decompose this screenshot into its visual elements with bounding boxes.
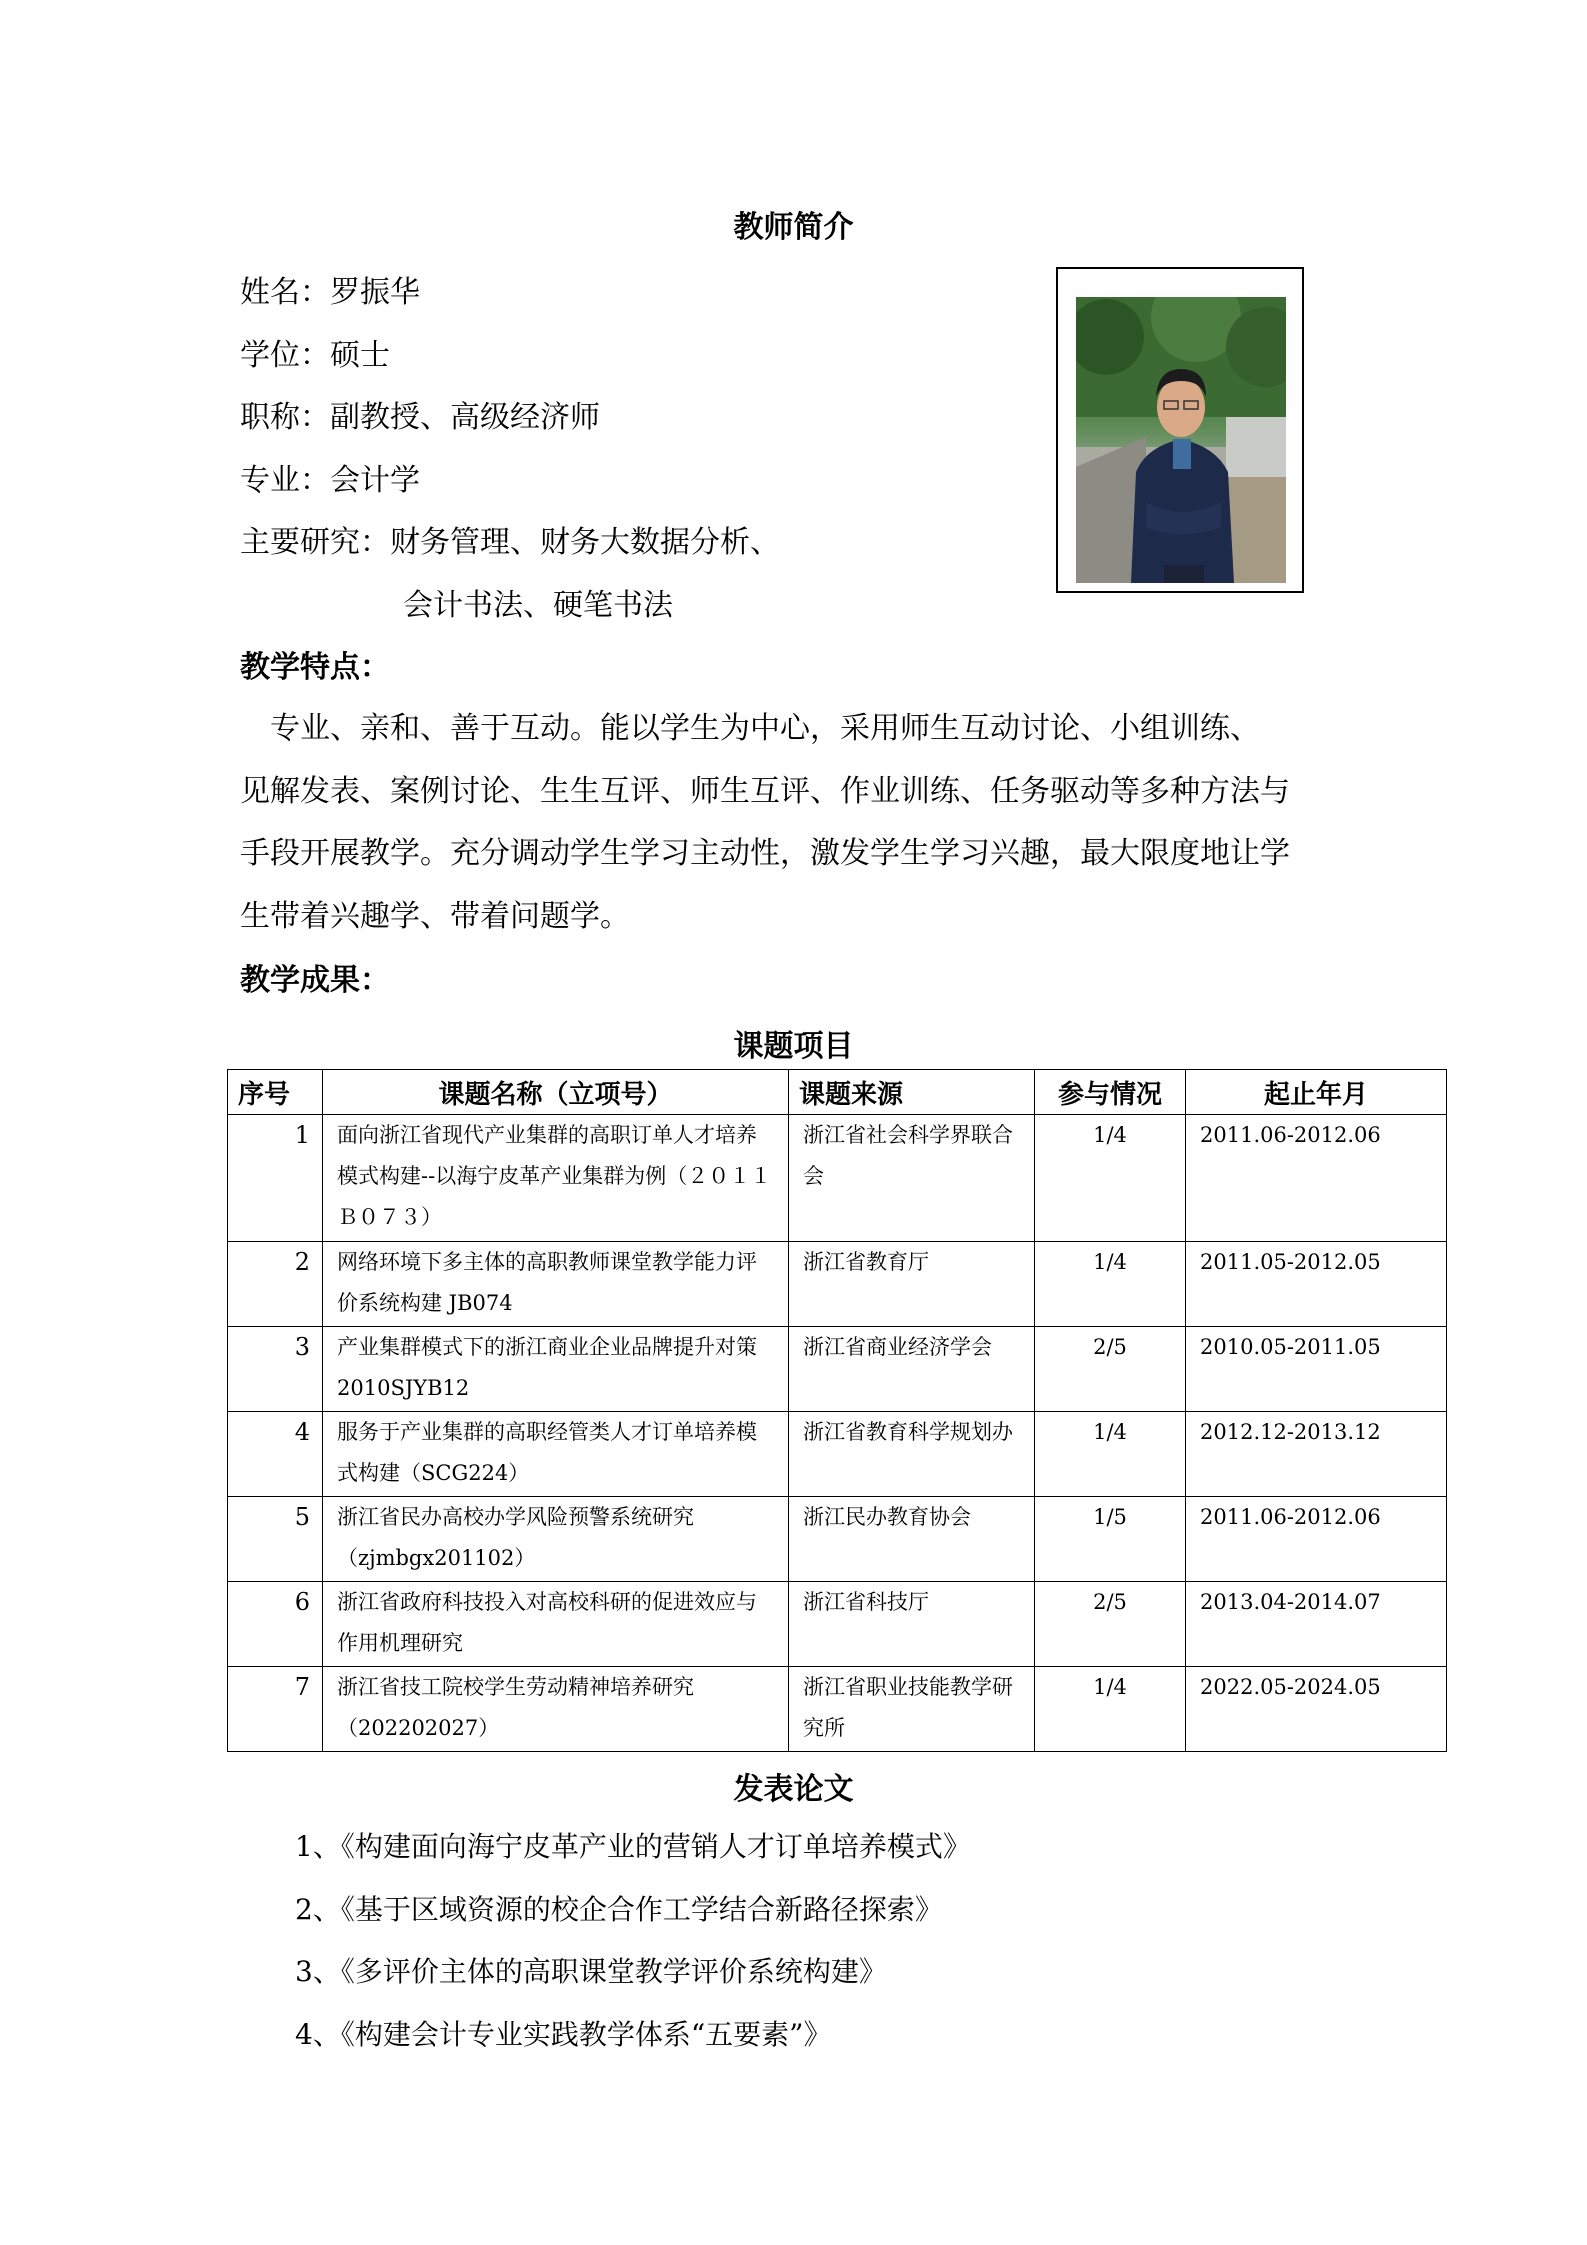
row-source: 浙江省商业经济学会 xyxy=(789,1327,1035,1412)
column-header-source: 课题来源 xyxy=(789,1070,1035,1115)
row-project-name: 网络环境下多主体的高职教师课堂教学能力评价系统构建 JB074 xyxy=(323,1242,789,1327)
column-header-role: 参与情况 xyxy=(1035,1070,1186,1115)
achievements-heading: 教学成果： xyxy=(240,963,390,998)
row-no: 4 xyxy=(228,1412,323,1497)
row-period: 2011.06-2012.06 xyxy=(1186,1115,1447,1242)
document-title: 教师简介 xyxy=(733,210,854,245)
row-role: 1/4 xyxy=(1035,1667,1186,1752)
table-row xyxy=(228,1497,1447,1582)
paragraph-line: 手段开展教学。充分调动学生学习主动性，激发学生学习兴趣，最大限度地让学 xyxy=(240,836,1290,871)
row-project-name: 面向浙江省现代产业集群的高职订单人才培养模式构建--以海宁皮革产业集群为例（２０１１Ｂ０７３） xyxy=(323,1115,789,1242)
column-header-period: 起止年月 xyxy=(1186,1070,1447,1115)
table-row xyxy=(228,1667,1447,1752)
row-role: 1/4 xyxy=(1035,1242,1186,1327)
paper-item: 4、《构建会计专业实践教学体系“五要素”》 xyxy=(295,2018,832,2051)
papers-title: 发表论文 xyxy=(733,1772,854,1807)
row-source: 浙江省教育厅 xyxy=(789,1242,1035,1327)
row-period: 2011.05-2012.05 xyxy=(1186,1242,1447,1327)
table-row xyxy=(228,1115,1447,1242)
row-source: 浙江民办教育协会 xyxy=(789,1497,1035,1582)
row-project-name: 服务于产业集群的高职经管类人才订单培养模式构建（SCG224） xyxy=(323,1412,789,1497)
research-line: 主要研究：财务管理、财务大数据分析、 xyxy=(240,525,780,560)
paragraph-line: 专业、亲和、善于互动。能以学生为中心，采用师生互动讨论、小组训练、 xyxy=(240,711,1260,746)
row-role: 2/5 xyxy=(1035,1327,1186,1412)
photo-frame xyxy=(1056,267,1304,593)
title-line: 职称：副教授、高级经济师 xyxy=(240,400,600,435)
row-no: 2 xyxy=(228,1242,323,1327)
projects-table xyxy=(227,1069,1447,1752)
teacher-portrait-image xyxy=(1076,297,1286,583)
teacher-photo xyxy=(1076,297,1286,583)
row-project-name: 浙江省民办高校办学风险预警系统研究（zjmbgx201102） xyxy=(323,1497,789,1582)
row-period: 2012.12-2013.12 xyxy=(1186,1412,1447,1497)
table-row xyxy=(228,1412,1447,1497)
row-source: 浙江省教育科学规划办 xyxy=(789,1412,1035,1497)
name-line: 姓名：罗振华 xyxy=(240,275,420,310)
teaching-features-text xyxy=(240,698,1360,948)
row-no: 1 xyxy=(228,1115,323,1242)
row-project-name: 浙江省技工院校学生劳动精神培养研究（202202027） xyxy=(323,1667,789,1752)
row-role: 1/5 xyxy=(1035,1497,1186,1582)
row-role: 2/5 xyxy=(1035,1582,1186,1667)
table-row xyxy=(228,1327,1447,1412)
table-header-row xyxy=(228,1070,1447,1115)
paragraph-line: 生带着兴趣学、带着问题学。 xyxy=(240,898,630,934)
projects-table-title: 课题项目 xyxy=(733,1029,854,1064)
major-line: 专业：会计学 xyxy=(240,463,420,498)
column-header-name: 课题名称（立项号） xyxy=(323,1070,789,1115)
row-period: 2013.04-2014.07 xyxy=(1186,1582,1447,1667)
teaching-features-heading: 教学特点： xyxy=(240,650,390,685)
degree-line: 学位：硕士 xyxy=(240,338,390,373)
row-period: 2011.06-2012.06 xyxy=(1186,1497,1447,1582)
row-no: 3 xyxy=(228,1327,323,1412)
row-no: 5 xyxy=(228,1497,323,1582)
row-source: 浙江省社会科学界联合会 xyxy=(789,1115,1035,1242)
row-period: 2010.05-2011.05 xyxy=(1186,1327,1447,1412)
paragraph-line: 见解发表、案例讨论、生生互评、师生互评、作业训练、任务驱动等多种方法与 xyxy=(240,773,1290,809)
row-period: 2022.05-2024.05 xyxy=(1186,1667,1447,1752)
row-no: 6 xyxy=(228,1582,323,1667)
paper-item: 2、《基于区域资源的校企合作工学结合新路径探索》 xyxy=(295,1893,943,1926)
row-source: 浙江省科技厅 xyxy=(789,1582,1035,1667)
paper-item: 3、《多评价主体的高职课堂教学评价系统构建》 xyxy=(295,1955,887,1988)
row-project-name: 产业集群模式下的浙江商业企业品牌提升对策 2010SJYB12 xyxy=(323,1327,789,1412)
row-role: 1/4 xyxy=(1035,1115,1186,1242)
row-role: 1/4 xyxy=(1035,1412,1186,1497)
column-header-no: 序号 xyxy=(228,1070,323,1115)
row-project-name: 浙江省政府科技投入对高校科研的促进效应与作用机理研究 xyxy=(323,1582,789,1667)
row-no: 7 xyxy=(228,1667,323,1752)
paper-item: 1、《构建面向海宁皮革产业的营销人才订单培养模式》 xyxy=(295,1830,971,1863)
table-row xyxy=(228,1582,1447,1667)
research-line-continued: 会计书法、硬笔书法 xyxy=(403,588,673,623)
table-row xyxy=(228,1242,1447,1327)
row-source: 浙江省职业技能教学研究所 xyxy=(789,1667,1035,1752)
